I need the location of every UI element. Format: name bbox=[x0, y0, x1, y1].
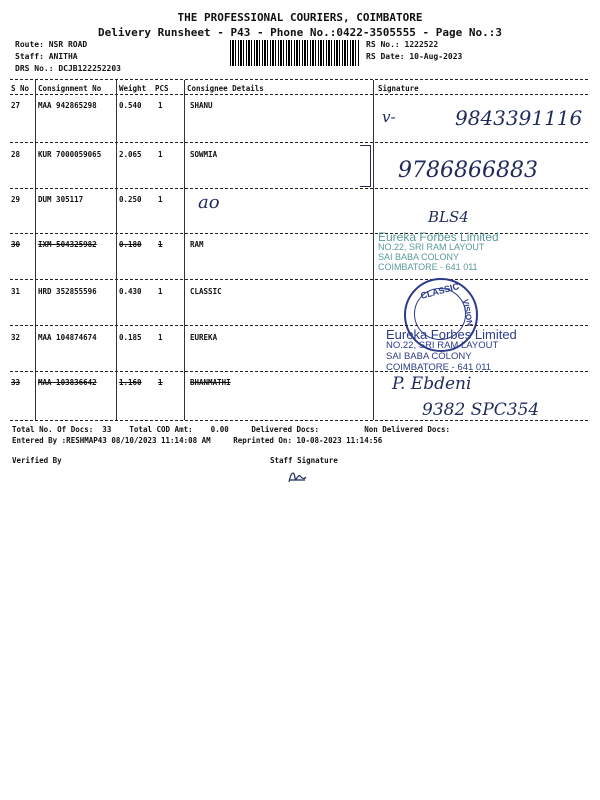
row-weight: 2.065 bbox=[119, 150, 142, 159]
stamp-line: COIMBATORE - 641 011 bbox=[378, 262, 478, 272]
bracket-mark bbox=[360, 145, 371, 187]
row-sno: 28 bbox=[11, 150, 21, 159]
divider bbox=[10, 420, 588, 421]
row-consignee: SOWMIA bbox=[190, 150, 218, 159]
handwritten-phone: 9786866883 bbox=[398, 158, 538, 183]
stamp-line: Eureka Forbes Limited bbox=[378, 230, 499, 244]
row-consignee: RAM bbox=[190, 240, 204, 249]
row-consignee: CLASSIC bbox=[190, 287, 222, 296]
col-sno: S No bbox=[11, 84, 30, 93]
row-pcs: 1 bbox=[158, 287, 163, 296]
row-consignee: EUREKA bbox=[190, 333, 218, 342]
row-consignment: IXM 504325982 bbox=[38, 240, 97, 249]
staff-label: Staff: ANITHA bbox=[15, 52, 78, 61]
column-separator bbox=[373, 80, 374, 420]
row-consignee: SHANU bbox=[190, 101, 213, 110]
drs-number: DRS No.: DCJB122252203 bbox=[15, 64, 121, 73]
stamp-line: NO.22, SRI RAM LAYOUT bbox=[378, 242, 485, 252]
stamp-line: NO.22, SRI RAM LAYOUT bbox=[386, 340, 499, 351]
company-stamp bbox=[386, 329, 517, 373]
row-weight: 0.540 bbox=[119, 101, 142, 110]
staff-signature-mark bbox=[286, 468, 308, 484]
stamp-line: COIMBATORE - 641 011 bbox=[386, 362, 492, 373]
row-consignment: MAA 104874674 bbox=[38, 333, 97, 342]
row-consignment: KUR 7000059065 bbox=[38, 150, 102, 159]
handwritten-note: ao bbox=[198, 192, 220, 213]
row-weight: 0.180 bbox=[119, 240, 142, 249]
row-consignee: BHANMATHI bbox=[190, 378, 231, 387]
row-pcs: 1 bbox=[158, 150, 163, 159]
divider bbox=[10, 142, 588, 143]
signature-mark: v- bbox=[382, 108, 396, 126]
divider bbox=[10, 79, 588, 80]
route-label: Route: NSR ROAD bbox=[15, 40, 88, 49]
row-sno: 33 bbox=[11, 378, 21, 387]
row-weight: 1.160 bbox=[119, 378, 142, 387]
stamp-line: SAI BABA COLONY bbox=[378, 252, 460, 262]
docs-summary: Total No. Of Docs: 33 Total COD Amt: 0.00 Delivered Docs: Non Delivered Docs: bbox=[12, 425, 450, 434]
divider bbox=[10, 371, 588, 372]
row-pcs: 1 bbox=[158, 378, 163, 387]
row-sno: 30 bbox=[11, 240, 21, 249]
entry-info: Entered By :RESHMAP43 08/10/2023 11:14:08 AM Reprinted On: 10-08-2023 11:14:56 bbox=[12, 436, 383, 445]
handwritten-phone: 9382 SPC354 bbox=[422, 400, 540, 420]
stamp-line: SAI BABA COLONY bbox=[386, 351, 472, 362]
row-weight: 0.185 bbox=[119, 333, 142, 342]
row-consignment: MAA 942865298 bbox=[38, 101, 97, 110]
row-pcs: 1 bbox=[158, 101, 163, 110]
handwritten-signature: P. Ebdeni bbox=[392, 374, 472, 394]
col-signature: Signature bbox=[378, 84, 419, 93]
signature-mark: BLS4 bbox=[428, 208, 469, 226]
row-pcs: 1 bbox=[158, 195, 163, 204]
row-consignment: DUM 305117 bbox=[38, 195, 84, 204]
row-consignment: MAA 103836642 bbox=[38, 378, 97, 387]
handwritten-phone: 9843391116 bbox=[455, 106, 583, 130]
divider bbox=[10, 279, 588, 280]
row-weight: 0.250 bbox=[119, 195, 142, 204]
divider bbox=[10, 188, 588, 189]
col-pcs: PCS bbox=[155, 84, 169, 93]
staff-signature-label: Staff Signature bbox=[270, 456, 338, 465]
row-pcs: 1 bbox=[158, 333, 163, 342]
verified-by-label: Verified By bbox=[12, 456, 62, 465]
row-sno: 27 bbox=[11, 101, 21, 110]
column-separator bbox=[184, 80, 185, 420]
divider bbox=[10, 233, 588, 234]
row-pcs: 1 bbox=[158, 240, 163, 249]
row-weight: 0.430 bbox=[119, 287, 142, 296]
rs-date: RS Date: 10-Aug-2023 bbox=[366, 52, 463, 61]
col-weight: Weight bbox=[119, 84, 147, 93]
barcode bbox=[230, 40, 360, 66]
divider bbox=[10, 325, 588, 326]
divider bbox=[10, 94, 588, 95]
row-sno: 29 bbox=[11, 195, 21, 204]
seal-text: CLASSIC bbox=[419, 281, 461, 301]
column-separator bbox=[116, 80, 117, 420]
company-stamp bbox=[378, 232, 499, 272]
stamp-line: Eureka Forbes Limited bbox=[386, 327, 517, 342]
row-sno: 31 bbox=[11, 287, 21, 296]
row-sno: 32 bbox=[11, 333, 21, 342]
company-title: THE PROFESSIONAL COURIERS, COIMBATORE bbox=[177, 11, 423, 24]
column-separator bbox=[35, 80, 36, 420]
col-consignment: Consignment No bbox=[38, 84, 102, 93]
seal-text: VISION bbox=[460, 298, 475, 327]
rs-number: RS No.: 1222522 bbox=[366, 40, 439, 49]
row-consignment: HRD 352855596 bbox=[38, 287, 97, 296]
col-consignee: Consignee Details bbox=[187, 84, 264, 93]
runsheet-subtitle: Delivery Runsheet - P43 - Phone No.:0422-3505555 - Page No.:3 bbox=[98, 26, 502, 39]
